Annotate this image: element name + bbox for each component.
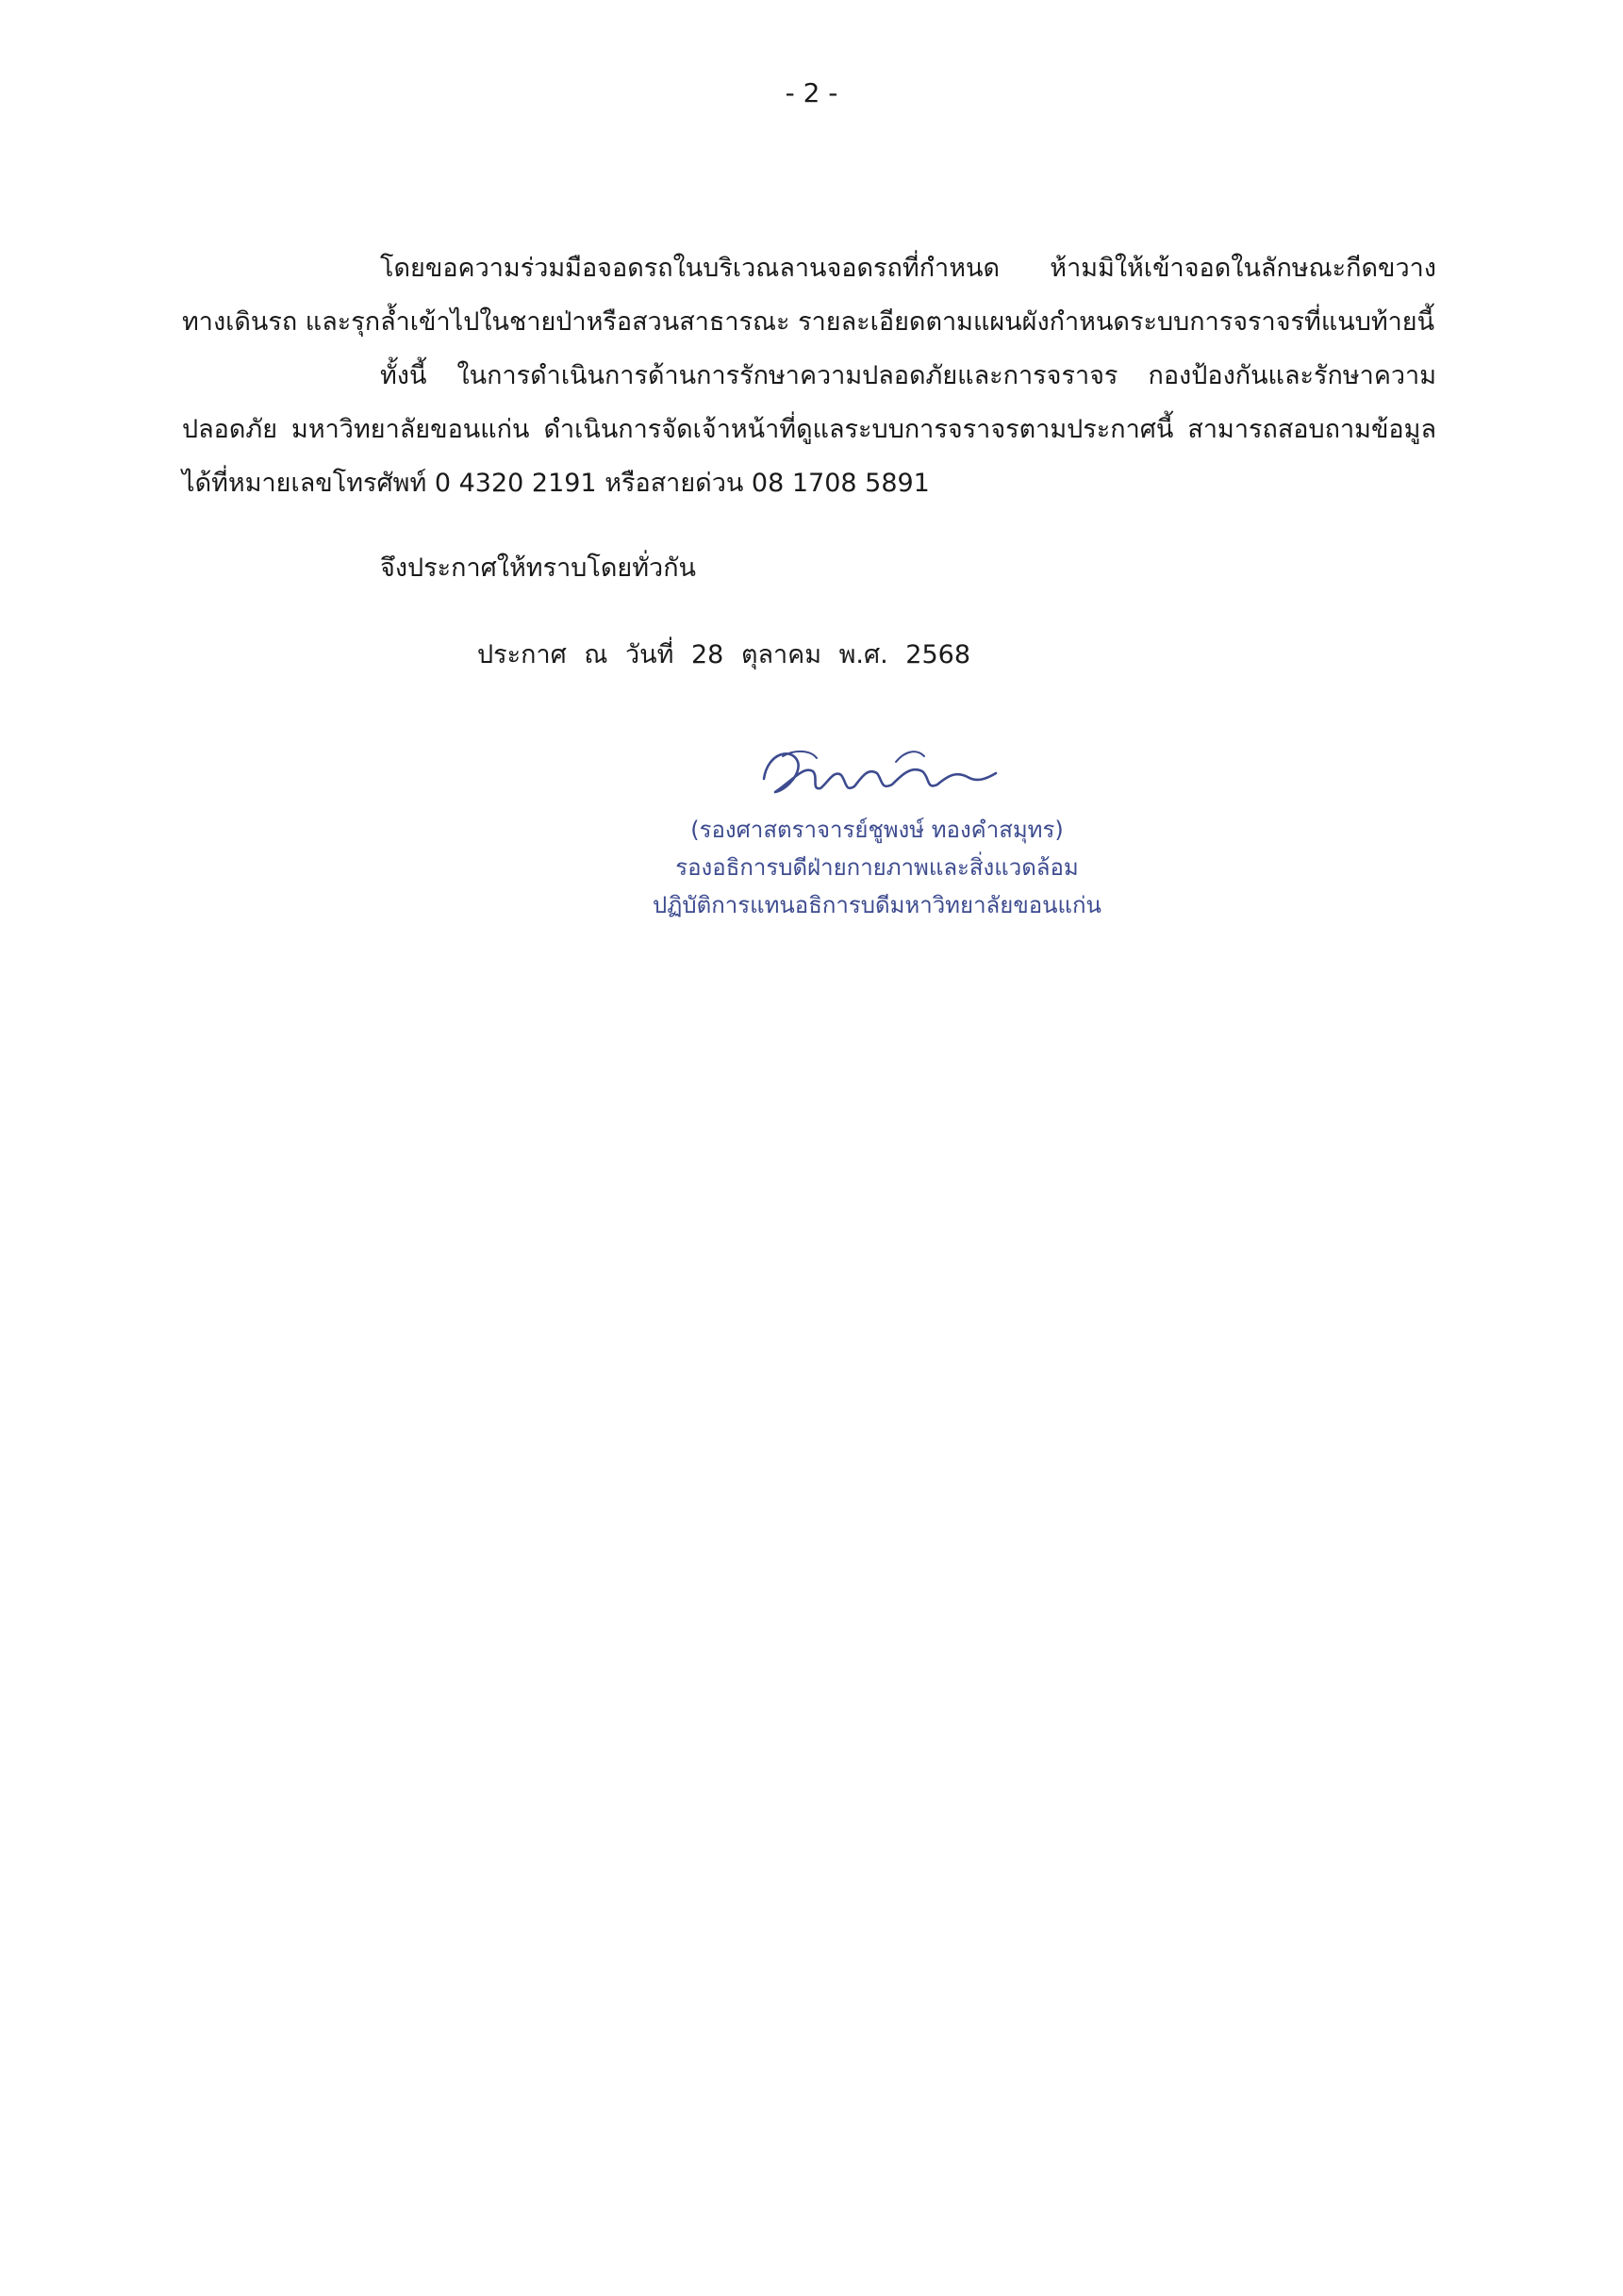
signer-acting-position: ปฏิบัติการแทนอธิการบดีมหาวิทยาลัยขอนแก่น xyxy=(653,892,1101,918)
signer-position: รองอธิการบดีฝ่ายกายภาพและสิ่งแวดล้อม xyxy=(675,854,1079,881)
page-number: - 2 - xyxy=(785,77,838,108)
closing-statement: จึงประกาศให้ทราบโดยทั่วกัน xyxy=(380,553,696,583)
signer-block xyxy=(566,811,1188,924)
paragraph-security-contact: ทั้งนี้ ในการดำเนินการด้านการรักษาความปลอดภัยและการจราจร กองป้องกันและรักษาความปลอดภัย มหาวิทยาลัยขอนแก่น ดำเนินการจัดเจ้าหน้าที่ดูแลระบบการจราจรตามประกาศนี้ สามารถสอบถามข้อมูล ได้ที่หมายเลขโทรศัพท์ 0 4320 2191 หรือสายด่วน 08 1708 5891 xyxy=(182,361,1436,498)
handwritten-signature xyxy=(754,734,1000,809)
signer-name: (รองศาสตราจารย์ชูพงษ์ ทองคำสมุทร) xyxy=(690,817,1064,843)
announcement-date: ประกาศ ณ วันที่ 28 ตุลาคม พ.ศ. 2568 xyxy=(477,640,971,669)
paragraph-parking-cooperation: โดยขอความร่วมมือจอดรถในบริเวณลานจอดรถที่กำหนด ห้ามมิให้เข้าจอดในลักษณะกีดขวางทางเดินรถ และรุกล้ำเข้าไปในชายป่าหรือสวนสาธารณะ รายละเอียดตามแผนผังกำหนดระบบการจราจรที่แนบท้ายนี้ xyxy=(182,254,1436,337)
